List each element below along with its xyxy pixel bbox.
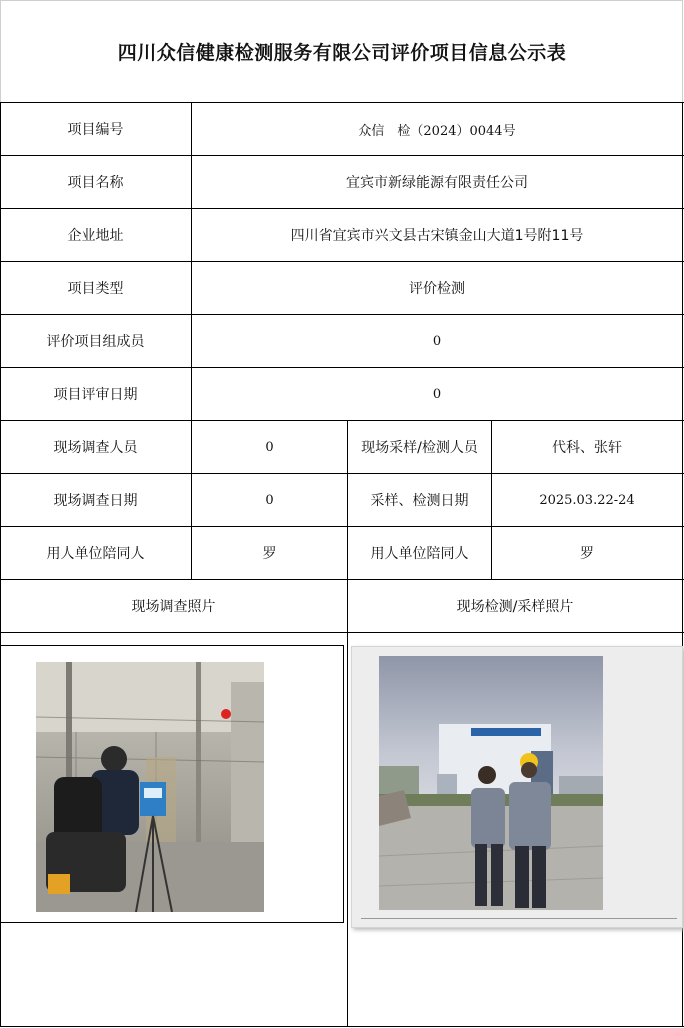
project-number-label: 项目编号 [67, 122, 124, 138]
survey-photo-header: 现场调查照片 [131, 599, 216, 615]
team-members-label: 评价项目组成员 [46, 334, 145, 350]
grid-line [0, 1026, 684, 1027]
project-name-label: 项目名称 [67, 175, 124, 191]
survey-date-label: 现场调查日期 [53, 493, 138, 509]
sampling-photo-caption-line [361, 918, 677, 919]
sampling-staff-value: 代科、张轩 [552, 440, 622, 456]
sampling-date-label: 采样、检测日期 [370, 493, 469, 509]
sampling-staff-label: 现场采样/检测人员 [361, 440, 478, 456]
survey-staff-value: 0 [265, 439, 274, 455]
company-address-value: 四川省宜宾市兴文县古宋镇金山大道1号附11号 [290, 228, 584, 244]
escort-label-2: 用人单位陪同人 [370, 546, 469, 562]
sampling-photo [379, 656, 603, 910]
project-type-label: 项目类型 [67, 281, 124, 297]
project-number-value: 众信 检（2024）0044号 [358, 123, 516, 139]
grid-line [0, 632, 684, 633]
company-address-label: 企业地址 [67, 228, 124, 244]
survey-photo [36, 662, 264, 912]
survey-staff-label: 现场调查人员 [53, 440, 138, 456]
page-title: 四川众信健康检测服务有限公司评价项目信息公示表 [117, 42, 567, 64]
project-type-value: 评价检测 [409, 281, 465, 297]
escort-value-2: 罗 [580, 546, 594, 562]
team-members-value: 0 [432, 333, 442, 349]
escort-label-1: 用人单位陪同人 [46, 546, 145, 562]
survey-date-value: 0 [265, 492, 274, 508]
review-date-label: 项目评审日期 [53, 387, 138, 403]
project-name-value: 宜宾市新绿能源有限责任公司 [346, 175, 528, 191]
sampling-photo-header: 现场检测/采样照片 [456, 599, 574, 615]
review-date-value: 0 [432, 386, 442, 402]
sampling-date-value: 2025.03.22-24 [539, 492, 635, 508]
escort-value-1: 罗 [262, 546, 277, 562]
